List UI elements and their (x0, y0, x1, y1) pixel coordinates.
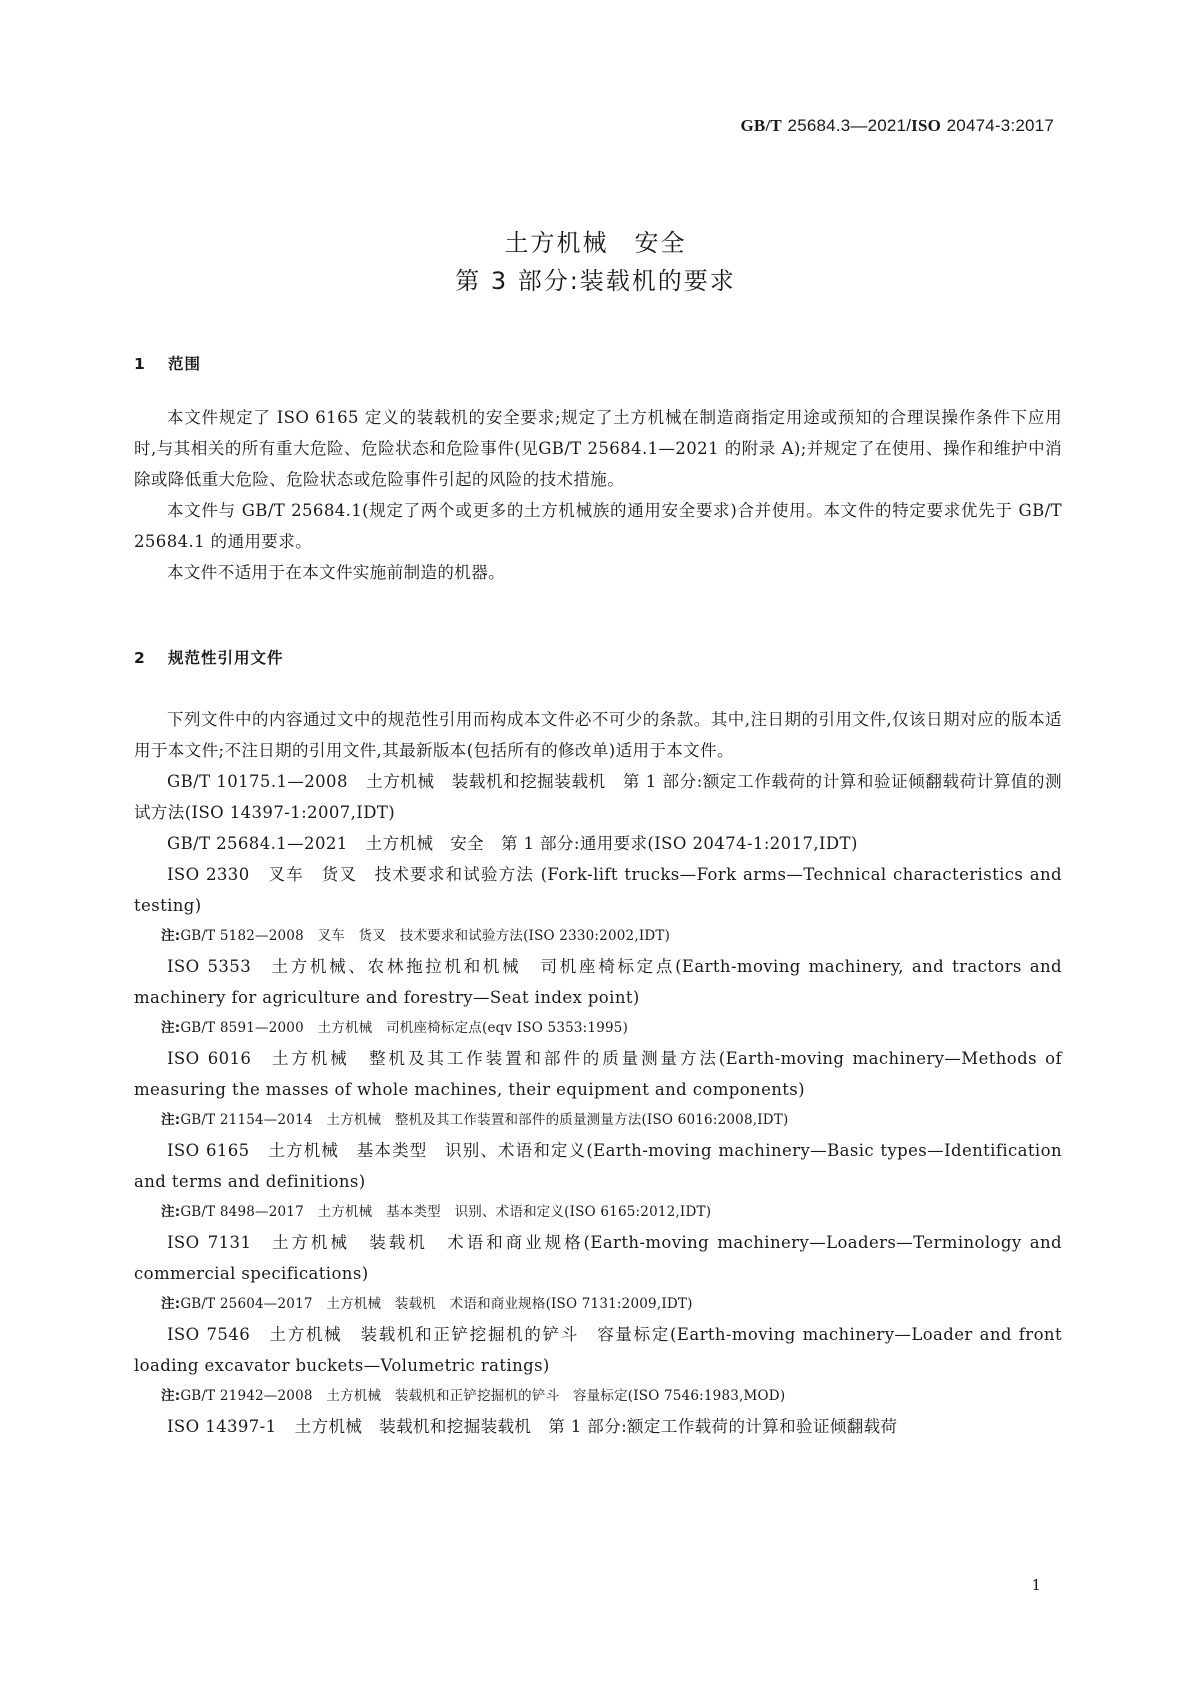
scope-paragraph-2: 本文件与 GB/T 25684.1(规定了两个或更多的土方机械族的通用安全要求)合并使用。本文件的特定要求优先于 GB/T 25684.1 的通用要求。 (134, 501, 1062, 551)
note-label: 注: (161, 1112, 181, 1128)
reference-title: 叉车 货叉 技术要求和试验方法 (Fork-lift trucks—Fork arms—Technical characteristics and testing) (134, 865, 1062, 915)
reference-item (134, 766, 1062, 828)
reference-code: ISO 7131 (167, 1233, 252, 1252)
reference-note (134, 921, 1062, 951)
standard-prefix: GB/T (740, 116, 782, 135)
reference-item (134, 1227, 1062, 1289)
reference-code: ISO 5353 (167, 957, 252, 976)
reference-note (134, 1105, 1062, 1135)
reference-item (134, 1319, 1062, 1381)
reference-item (134, 859, 1062, 921)
note-label: 注: (161, 1204, 181, 1220)
reference-note (134, 1381, 1062, 1411)
reference-title: 土方机械 整机及其工作装置和部件的质量测量方法(Earth-moving machinery—Methods of measuring the masses of whole machines, their equipment and components) (134, 1049, 1062, 1099)
reference-title: 土方机械 装载机和挖掘装载机 第 1 部分:额定工作载荷的计算和验证倾翻载荷 (294, 1417, 898, 1436)
page-number: 1 (1031, 1576, 1041, 1594)
scope-paragraph-1: 本文件规定了 ISO 6165 定义的装载机的安全要求;规定了土方机械在制造商指定用途或预知的合理误操作条件下应用时,与其相关的所有重大危险、危险状态和危险事件(见GB/T 25684.1—2021 的附录 A);并规定了在使用、操作和维护中消除或降低重大危险、危险状态或危险事件引起的风险的技术措施。 (134, 408, 1062, 489)
note-label: 注: (161, 1388, 181, 1404)
title-line-1: 土方机械 安全 (504, 229, 687, 257)
section-number: 2 (134, 649, 146, 667)
document-title (0, 224, 1191, 300)
iso-number: 20474-3:2017 (946, 116, 1054, 135)
note-label: 注: (161, 1296, 181, 1312)
reference-item (134, 1411, 1062, 1442)
note-text: GB/T 21942—2008 土方机械 装载机和正铲挖掘机的铲斗 容量标定(ISO 7546:1983,MOD) (180, 1388, 786, 1404)
iso-prefix: ISO (911, 116, 942, 135)
note-text: GB/T 8498—2017 土方机械 基本类型 识别、术语和定义(ISO 6165:2012,IDT) (180, 1204, 712, 1220)
note-label: 注: (161, 928, 181, 944)
reference-code: ISO 14397-1 (167, 1417, 277, 1436)
reference-note (134, 1197, 1062, 1227)
reference-note (134, 1289, 1062, 1319)
reference-title: 土方机械 装载机和正铲挖掘机的铲斗 容量标定(Earth-moving machinery—Loader and front loading excavator buckets—Volumetric ratings) (134, 1325, 1062, 1375)
reference-item (134, 1043, 1062, 1105)
section-number: 1 (134, 355, 146, 373)
reference-title: 土方机械 安全 第 1 部分:通用要求(ISO 20474-1:2017,IDT) (365, 834, 858, 853)
section-title: 规范性引用文件 (168, 649, 284, 667)
section-1-heading (134, 352, 201, 374)
normative-references-intro: 下列文件中的内容通过文中的规范性引用而构成本文件必不可少的条款。其中,注日期的引用文件,仅该日期对应的版本适用于本文件;不注日期的引用文件,其最新版本(包括所有的修改单)适用于本文件。 (134, 710, 1062, 760)
reference-code: GB/T 10175.1—2008 (167, 772, 348, 791)
reference-code: ISO 6016 (167, 1049, 252, 1068)
reference-code: ISO 6165 (167, 1141, 250, 1160)
note-text: GB/T 8591—2000 土方机械 司机座椅标定点(eqv ISO 5353:1995) (180, 1020, 629, 1036)
section-1-body (134, 402, 1062, 588)
reference-title: 土方机械 基本类型 识别、术语和定义(Earth-moving machinery—Basic types—Identification and terms and definitions) (134, 1141, 1062, 1191)
reference-title: 土方机械、农林拖拉机和机械 司机座椅标定点(Earth-moving machinery, and tractors and machinery for agriculture and forestry—Seat index point) (134, 957, 1062, 1007)
section-2-heading (134, 646, 284, 668)
section-2-body (134, 704, 1062, 1442)
note-text: GB/T 25604—2017 土方机械 装载机 术语和商业规格(ISO 7131:2009,IDT) (180, 1296, 693, 1312)
standard-number: 25684.3—2021/ (787, 116, 912, 135)
standard-code-header (741, 116, 1055, 136)
note-text: GB/T 21154—2014 土方机械 整机及其工作装置和部件的质量测量方法(ISO 6016:2008,IDT) (180, 1112, 789, 1128)
reference-code: ISO 7546 (167, 1325, 251, 1344)
reference-item (134, 1135, 1062, 1197)
reference-item (134, 828, 1062, 859)
reference-code: GB/T 25684.1—2021 (167, 834, 348, 853)
note-text: GB/T 5182—2008 叉车 货叉 技术要求和试验方法(ISO 2330:2002,IDT) (180, 928, 671, 944)
reference-note (134, 1013, 1062, 1043)
scope-paragraph-3: 本文件不适用于在本文件实施前制造的机器。 (167, 563, 505, 582)
section-title: 范围 (168, 355, 202, 373)
reference-item (134, 951, 1062, 1013)
reference-code: ISO 2330 (167, 865, 250, 884)
title-line-2: 第 3 部分:装载机的要求 (455, 267, 736, 295)
reference-title: 土方机械 装载机 术语和商业规格(Earth-moving machinery—Loaders—Terminology and commercial specifications) (134, 1233, 1062, 1283)
reference-title: 土方机械 装载机和挖掘装载机 第 1 部分:额定工作载荷的计算和验证倾翻载荷计算值的测试方法(ISO 14397-1:2007,IDT) (134, 772, 1063, 822)
note-label: 注: (161, 1020, 181, 1036)
